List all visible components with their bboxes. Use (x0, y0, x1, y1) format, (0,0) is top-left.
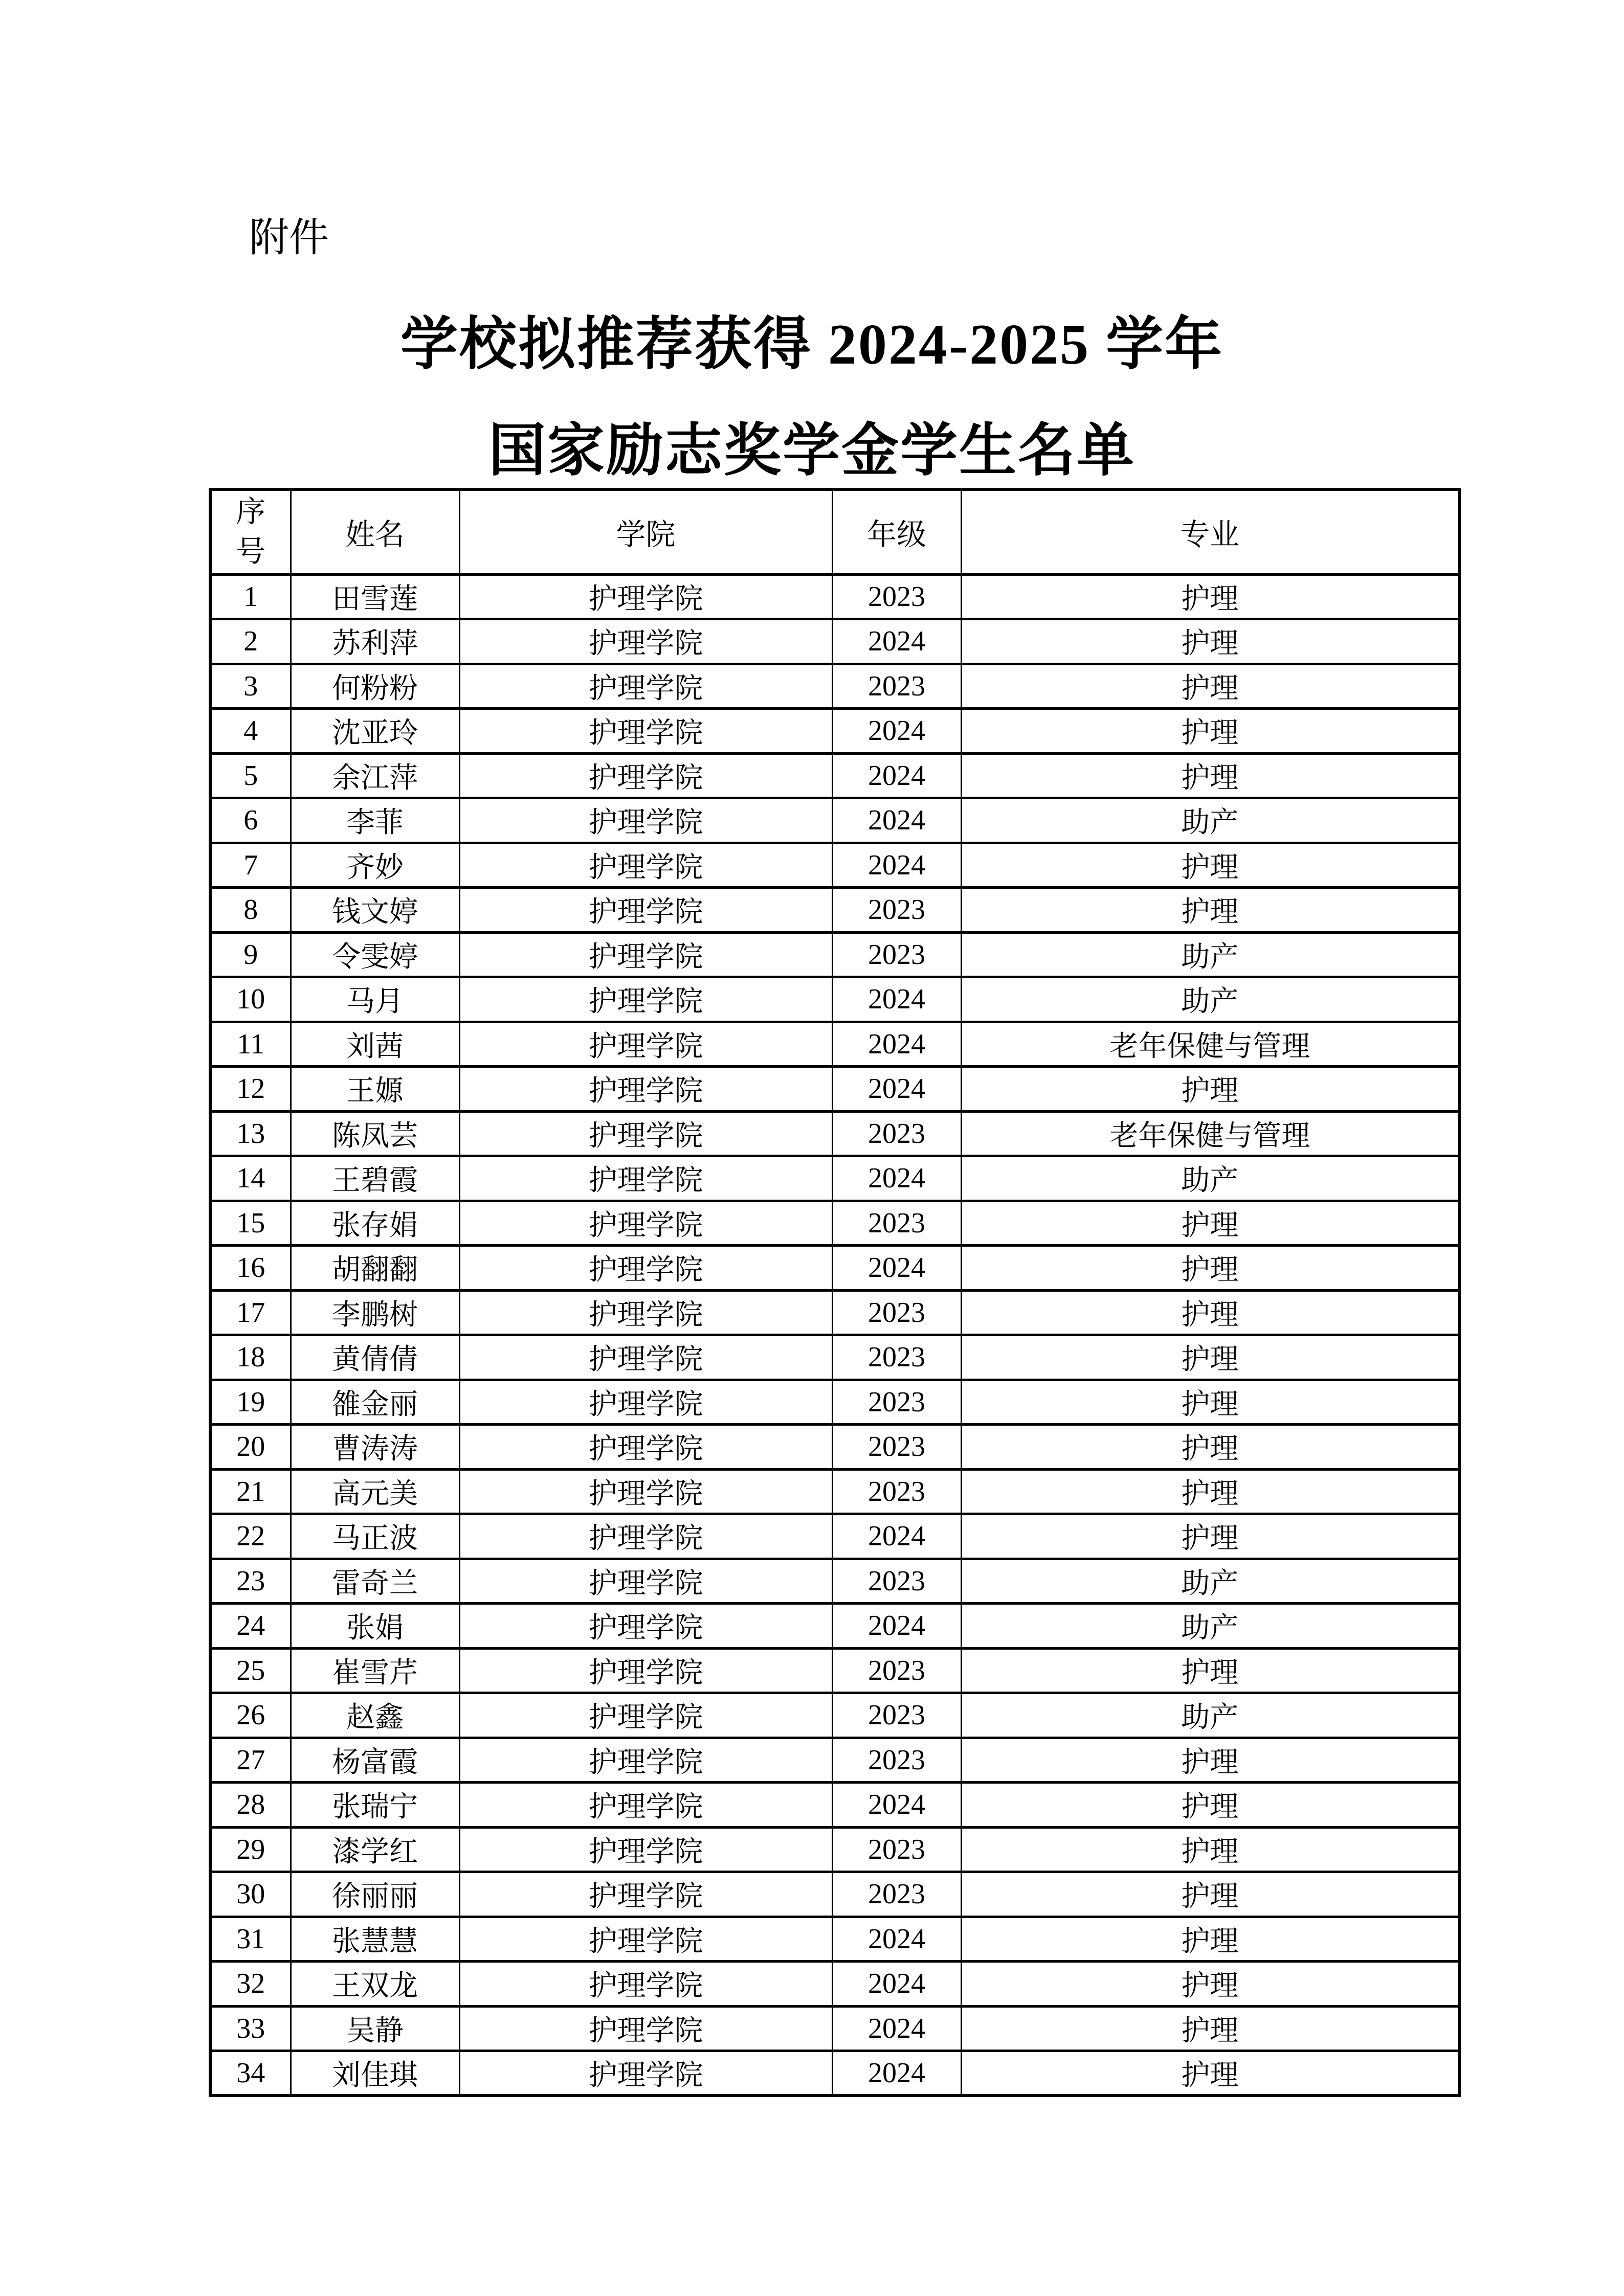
cell-name: 沈亚玲 (291, 709, 459, 754)
cell-grade: 2023 (832, 574, 961, 619)
cell-major: 助产 (961, 798, 1459, 843)
cell-college: 护理学院 (459, 1604, 832, 1649)
table-row (210, 1872, 1459, 1917)
cell-grade: 2023 (832, 1827, 961, 1872)
cell-college: 护理学院 (459, 1514, 832, 1559)
cell-college: 护理学院 (459, 1335, 832, 1380)
cell-grade: 2024 (832, 619, 961, 664)
cell-name: 余江萍 (291, 753, 459, 798)
cell-college: 护理学院 (459, 1738, 832, 1783)
cell-no: 33 (210, 2006, 291, 2051)
cell-college: 护理学院 (459, 753, 832, 798)
cell-college: 护理学院 (459, 1962, 832, 2007)
cell-college: 护理学院 (459, 1783, 832, 1828)
cell-name: 马月 (291, 977, 459, 1022)
document-title-line1: 学校拟推荐获得 2024-2025 学年 (400, 313, 1224, 376)
cell-no: 29 (210, 1827, 291, 1872)
column-header-number-label: 序号 (236, 494, 266, 569)
cell-college: 护理学院 (459, 1559, 832, 1604)
cell-grade: 2024 (832, 1067, 961, 1112)
cell-major: 护理 (961, 619, 1459, 664)
cell-college: 护理学院 (459, 888, 832, 933)
cell-major: 护理 (961, 1380, 1459, 1425)
table-row (210, 798, 1459, 843)
cell-college: 护理学院 (459, 843, 832, 888)
cell-no: 32 (210, 1962, 291, 2007)
cell-no: 8 (210, 888, 291, 933)
cell-major: 助产 (961, 1693, 1459, 1738)
table-header-row (210, 489, 1459, 574)
column-header-major: 专业 (961, 489, 1459, 574)
cell-college: 护理学院 (459, 977, 832, 1022)
table-row (210, 1335, 1459, 1380)
cell-college: 护理学院 (459, 798, 832, 843)
cell-grade: 2024 (832, 1783, 961, 1828)
cell-no: 9 (210, 932, 291, 977)
table-row (210, 2006, 1459, 2051)
cell-major: 护理 (961, 1290, 1459, 1335)
cell-no: 13 (210, 1111, 291, 1156)
cell-grade: 2023 (832, 1872, 961, 1917)
table-row (210, 1290, 1459, 1335)
cell-major: 助产 (961, 932, 1459, 977)
cell-name: 王嫄 (291, 1067, 459, 1112)
cell-major: 护理 (961, 1827, 1459, 1872)
cell-college: 护理学院 (459, 574, 832, 619)
table-row (210, 1783, 1459, 1828)
table-row (210, 1693, 1459, 1738)
cell-college: 护理学院 (459, 1201, 832, 1246)
table-row (210, 574, 1459, 619)
table-row (210, 977, 1459, 1022)
cell-grade: 2023 (832, 932, 961, 977)
table-row (210, 843, 1459, 888)
cell-college: 护理学院 (459, 1872, 832, 1917)
cell-grade: 2023 (832, 664, 961, 709)
cell-name: 齐妙 (291, 843, 459, 888)
cell-grade: 2023 (832, 1380, 961, 1425)
cell-major: 护理 (961, 1201, 1459, 1246)
table-row (210, 1067, 1459, 1112)
column-header-name: 姓名 (291, 489, 459, 574)
table-row (210, 1962, 1459, 2007)
cell-no: 12 (210, 1067, 291, 1112)
cell-no: 11 (210, 1022, 291, 1067)
cell-college: 护理学院 (459, 1246, 832, 1291)
cell-college: 护理学院 (459, 1156, 832, 1201)
cell-no: 21 (210, 1469, 291, 1514)
cell-name: 李菲 (291, 798, 459, 843)
table-row (210, 1827, 1459, 1872)
cell-major: 护理 (961, 1962, 1459, 2007)
cell-grade: 2023 (832, 1335, 961, 1380)
table-row (210, 1156, 1459, 1201)
cell-name: 张存娟 (291, 1201, 459, 1246)
cell-no: 20 (210, 1425, 291, 1470)
cell-college: 护理学院 (459, 1425, 832, 1470)
cell-grade: 2024 (832, 1604, 961, 1649)
cell-grade: 2023 (832, 1648, 961, 1693)
table-row (210, 1514, 1459, 1559)
cell-no: 24 (210, 1604, 291, 1649)
cell-no: 15 (210, 1201, 291, 1246)
student-roster-table (209, 488, 1461, 2097)
cell-name: 赵鑫 (291, 1693, 459, 1738)
table-row (210, 1559, 1459, 1604)
cell-no: 17 (210, 1290, 291, 1335)
cell-no: 14 (210, 1156, 291, 1201)
column-header-college: 学院 (459, 489, 832, 574)
cell-major: 护理 (961, 1917, 1459, 1962)
cell-grade: 2023 (832, 1201, 961, 1246)
cell-grade: 2023 (832, 1738, 961, 1783)
cell-college: 护理学院 (459, 1022, 832, 1067)
cell-no: 22 (210, 1514, 291, 1559)
cell-grade: 2024 (832, 753, 961, 798)
cell-name: 刘佳琪 (291, 2051, 459, 2096)
table-row (210, 1111, 1459, 1156)
cell-no: 31 (210, 1917, 291, 1962)
cell-major: 助产 (961, 1559, 1459, 1604)
cell-name: 雒金丽 (291, 1380, 459, 1425)
cell-grade: 2023 (832, 1469, 961, 1514)
cell-major: 护理 (961, 1469, 1459, 1514)
table-row (210, 1246, 1459, 1291)
cell-grade: 2023 (832, 1290, 961, 1335)
table-row (210, 709, 1459, 754)
column-header-grade: 年级 (832, 489, 961, 574)
cell-no: 5 (210, 753, 291, 798)
cell-name: 张娟 (291, 1604, 459, 1649)
cell-name: 王碧霞 (291, 1156, 459, 1201)
cell-name: 高元美 (291, 1469, 459, 1514)
cell-college: 护理学院 (459, 1917, 832, 1962)
table-row (210, 1201, 1459, 1246)
table-row (210, 664, 1459, 709)
cell-no: 3 (210, 664, 291, 709)
student-table-body (210, 574, 1459, 2096)
cell-college: 护理学院 (459, 619, 832, 664)
cell-grade: 2023 (832, 1425, 961, 1470)
cell-no: 18 (210, 1335, 291, 1380)
cell-major: 护理 (961, 1246, 1459, 1291)
cell-college: 护理学院 (459, 2051, 832, 2096)
attachment-label: 附件 (249, 215, 329, 260)
cell-name: 苏利萍 (291, 619, 459, 664)
cell-grade: 2024 (832, 709, 961, 754)
table-row (210, 1917, 1459, 1962)
cell-no: 2 (210, 619, 291, 664)
table-row (210, 2051, 1459, 2096)
cell-grade: 2024 (832, 1246, 961, 1291)
cell-no: 19 (210, 1380, 291, 1425)
cell-name: 刘茜 (291, 1022, 459, 1067)
cell-major: 护理 (961, 2006, 1459, 2051)
cell-no: 7 (210, 843, 291, 888)
cell-grade: 2024 (832, 1917, 961, 1962)
cell-major: 护理 (961, 1335, 1459, 1380)
cell-major: 护理 (961, 2051, 1459, 2096)
cell-major: 老年保健与管理 (961, 1111, 1459, 1156)
cell-major: 助产 (961, 1604, 1459, 1649)
cell-no: 34 (210, 2051, 291, 2096)
cell-major: 助产 (961, 1156, 1459, 1201)
cell-name: 漆学红 (291, 1827, 459, 1872)
cell-no: 23 (210, 1559, 291, 1604)
cell-grade: 2024 (832, 1022, 961, 1067)
cell-name: 李鹏树 (291, 1290, 459, 1335)
cell-name: 田雪莲 (291, 574, 459, 619)
cell-major: 老年保健与管理 (961, 1022, 1459, 1067)
cell-no: 6 (210, 798, 291, 843)
table-row (210, 1648, 1459, 1693)
table-row (210, 1469, 1459, 1514)
cell-college: 护理学院 (459, 1693, 832, 1738)
cell-grade: 2024 (832, 1156, 961, 1201)
cell-college: 护理学院 (459, 1290, 832, 1335)
cell-grade: 2023 (832, 1111, 961, 1156)
cell-college: 护理学院 (459, 1648, 832, 1693)
cell-no: 26 (210, 1693, 291, 1738)
cell-name: 吴静 (291, 2006, 459, 2051)
column-header-number (210, 489, 291, 574)
cell-major: 护理 (961, 753, 1459, 798)
cell-major: 护理 (961, 843, 1459, 888)
cell-major: 护理 (961, 888, 1459, 933)
table-row (210, 1738, 1459, 1783)
cell-major: 护理 (961, 1648, 1459, 1693)
cell-no: 27 (210, 1738, 291, 1783)
table-row (210, 888, 1459, 933)
cell-no: 28 (210, 1783, 291, 1828)
table-row (210, 1604, 1459, 1649)
cell-major: 护理 (961, 1783, 1459, 1828)
cell-college: 护理学院 (459, 1827, 832, 1872)
cell-college: 护理学院 (459, 709, 832, 754)
cell-name: 徐丽丽 (291, 1872, 459, 1917)
cell-name: 雷奇兰 (291, 1559, 459, 1604)
cell-major: 护理 (961, 664, 1459, 709)
cell-name: 张瑞宁 (291, 1783, 459, 1828)
cell-grade: 2024 (832, 2006, 961, 2051)
cell-grade: 2024 (832, 977, 961, 1022)
cell-grade: 2023 (832, 888, 961, 933)
cell-no: 30 (210, 1872, 291, 1917)
cell-major: 助产 (961, 977, 1459, 1022)
cell-major: 护理 (961, 1872, 1459, 1917)
cell-name: 钱文婷 (291, 888, 459, 933)
cell-name: 陈凤芸 (291, 1111, 459, 1156)
cell-name: 何粉粉 (291, 664, 459, 709)
table-row (210, 753, 1459, 798)
cell-college: 护理学院 (459, 1469, 832, 1514)
cell-no: 10 (210, 977, 291, 1022)
cell-name: 曹涛涛 (291, 1425, 459, 1470)
cell-name: 王双龙 (291, 1962, 459, 2007)
cell-major: 护理 (961, 1738, 1459, 1783)
table-row (210, 1425, 1459, 1470)
cell-grade: 2024 (832, 2051, 961, 2096)
cell-name: 张慧慧 (291, 1917, 459, 1962)
cell-major: 护理 (961, 1425, 1459, 1470)
cell-grade: 2024 (832, 798, 961, 843)
table-row (210, 932, 1459, 977)
cell-college: 护理学院 (459, 1067, 832, 1112)
cell-name: 崔雪芹 (291, 1648, 459, 1693)
cell-no: 16 (210, 1246, 291, 1291)
cell-college: 护理学院 (459, 1111, 832, 1156)
table-row (210, 1022, 1459, 1067)
cell-major: 护理 (961, 709, 1459, 754)
cell-grade: 2024 (832, 1962, 961, 2007)
cell-major: 护理 (961, 1067, 1459, 1112)
cell-name: 杨富霞 (291, 1738, 459, 1783)
cell-college: 护理学院 (459, 1380, 832, 1425)
cell-name: 胡翻翻 (291, 1246, 459, 1291)
cell-name: 黄倩倩 (291, 1335, 459, 1380)
cell-college: 护理学院 (459, 932, 832, 977)
cell-name: 令雯婷 (291, 932, 459, 977)
cell-no: 1 (210, 574, 291, 619)
document-title-line2: 国家励志奖学金学生名单 (488, 419, 1136, 483)
cell-grade: 2023 (832, 1693, 961, 1738)
cell-no: 25 (210, 1648, 291, 1693)
table-row (210, 619, 1459, 664)
cell-college: 护理学院 (459, 2006, 832, 2051)
table-row (210, 1380, 1459, 1425)
cell-name: 马正波 (291, 1514, 459, 1559)
cell-college: 护理学院 (459, 664, 832, 709)
cell-grade: 2023 (832, 1559, 961, 1604)
cell-grade: 2024 (832, 1514, 961, 1559)
cell-no: 4 (210, 709, 291, 754)
cell-grade: 2024 (832, 843, 961, 888)
cell-major: 护理 (961, 574, 1459, 619)
cell-major: 护理 (961, 1514, 1459, 1559)
